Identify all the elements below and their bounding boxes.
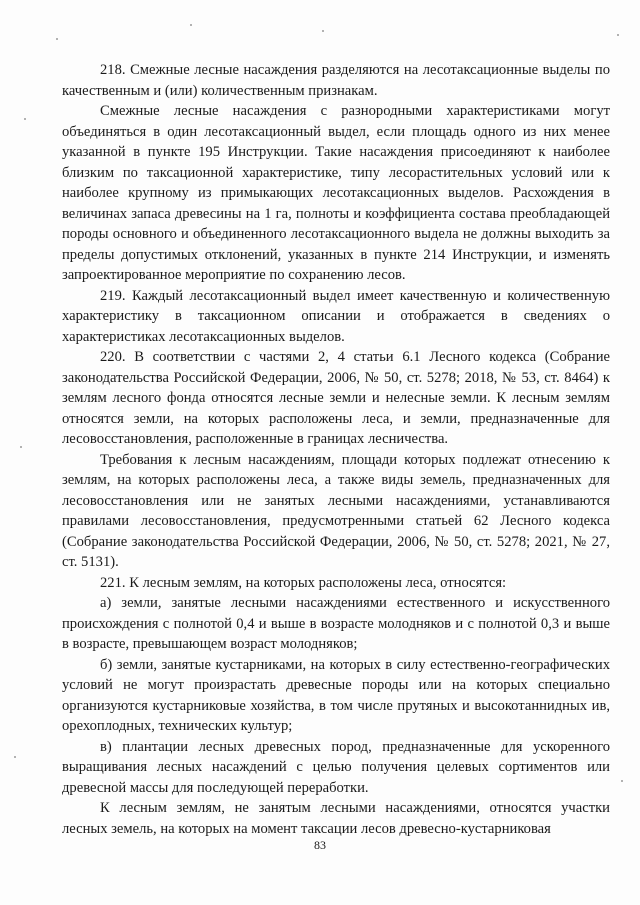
scan-speck: [322, 30, 324, 32]
scan-speck: [56, 38, 58, 40]
scan-speck: [617, 34, 619, 36]
scan-speck: [20, 446, 22, 448]
scan-speck: [14, 756, 16, 758]
scan-speck: [190, 24, 192, 26]
list-item-b: б) земли, занятые кустарниками, на которых в силу естественно-географических условий не могут произрастать древесные породы или на которых специально организуются кустарниковые хозяйства, в том числе прутяных и высокотаннидных ив, орехоплодных, технических культур;: [62, 656, 610, 734]
paragraph-218: 218. Смежные лесные насаждения разделяются на лесотаксационные выделы по качественным и (или) количественным признакам.: [62, 62, 610, 99]
paragraph-220-requirements: Требования к лесным насаждениям, площади которых подлежат отнесению к землям, на которых расположены леса, а также виды земель, предназначенных для лесовосстановления или не занятых лесными насаждениями, устанавливаются правилами лесовосстановления, предусмотренными статьей 62 Лесного кодекса (Собрание законодательства Российской Федерации, 2006, № 50, ст. 5278; 2021, № 27, ст. 5131).: [62, 451, 610, 570]
paragraph-unforested-lands: К лесным землям, не занятым лесными насаждениями, относятся участки лесных земель, на которых на момент таксации лесов древесно-кустарниковая: [62, 800, 610, 837]
paragraph-220: 220. В соответствии с частями 2, 4 статьи 6.1 Лесного кодекса (Собрание законодательства Российской Федерации, 2006, № 50, ст. 5278; 2018, № 53, ст. 8464) к землям лесного фонда относятся лесные земли и нелесные земли. К лесным землям относятся земли, на которых расположены леса, и земли, предназначенные для лесовосстановления, расположенные в границах лесничества.: [62, 349, 610, 447]
scan-speck: [621, 780, 623, 782]
list-item-v: в) плантации лесных древесных пород, предназначенные для ускоренного выращивания лесных насаждений с целью получения целевых сортиментов или древесной массы для последующей переработки.: [62, 738, 610, 796]
paragraph-219: 219. Каждый лесотаксационный выдел имеет качественную и количественную характеристику в таксационном описании и отображается в сведениях о характеристиках лесотаксационных выделов.: [62, 287, 610, 345]
paragraph-221: 221. К лесным землям, на которых расположены леса, относятся:: [100, 574, 507, 591]
paragraph-218-merge-rules: Смежные лесные насаждения с разнородными характеристиками могут объединяться в один лесотаксационный выдел, если площадь одного из них менее указанной в пункте 195 Инструкции. Такие насаждения присоединяют к наиболее близким по таксационной характеристике, типу лесорастительных условий или к наиболее крупному из примыкающих лесотаксационных выделов. Расхождения в величинах запаса древесины на 1 га, полноты и коэффициента состава преобладающей породы основного и объединенного лесотаксационного выдела не должны выходить за пределы допустимых отклонений, указанных в пункте 214 Инструкции, и изменять запроектированное мероприятие по сохранению лесов.: [62, 103, 610, 283]
scan-speck: [24, 118, 26, 120]
page-number: 83: [314, 838, 326, 852]
document-body: [62, 60, 610, 839]
list-item-a: а) земли, занятые лесными насаждениями естественного и искусственного происхождения с полнотой 0,4 и выше в возрасте молодняков и с полнотой 0,3 и выше в возрасте, превышающем возраст молодняков;: [62, 595, 610, 652]
